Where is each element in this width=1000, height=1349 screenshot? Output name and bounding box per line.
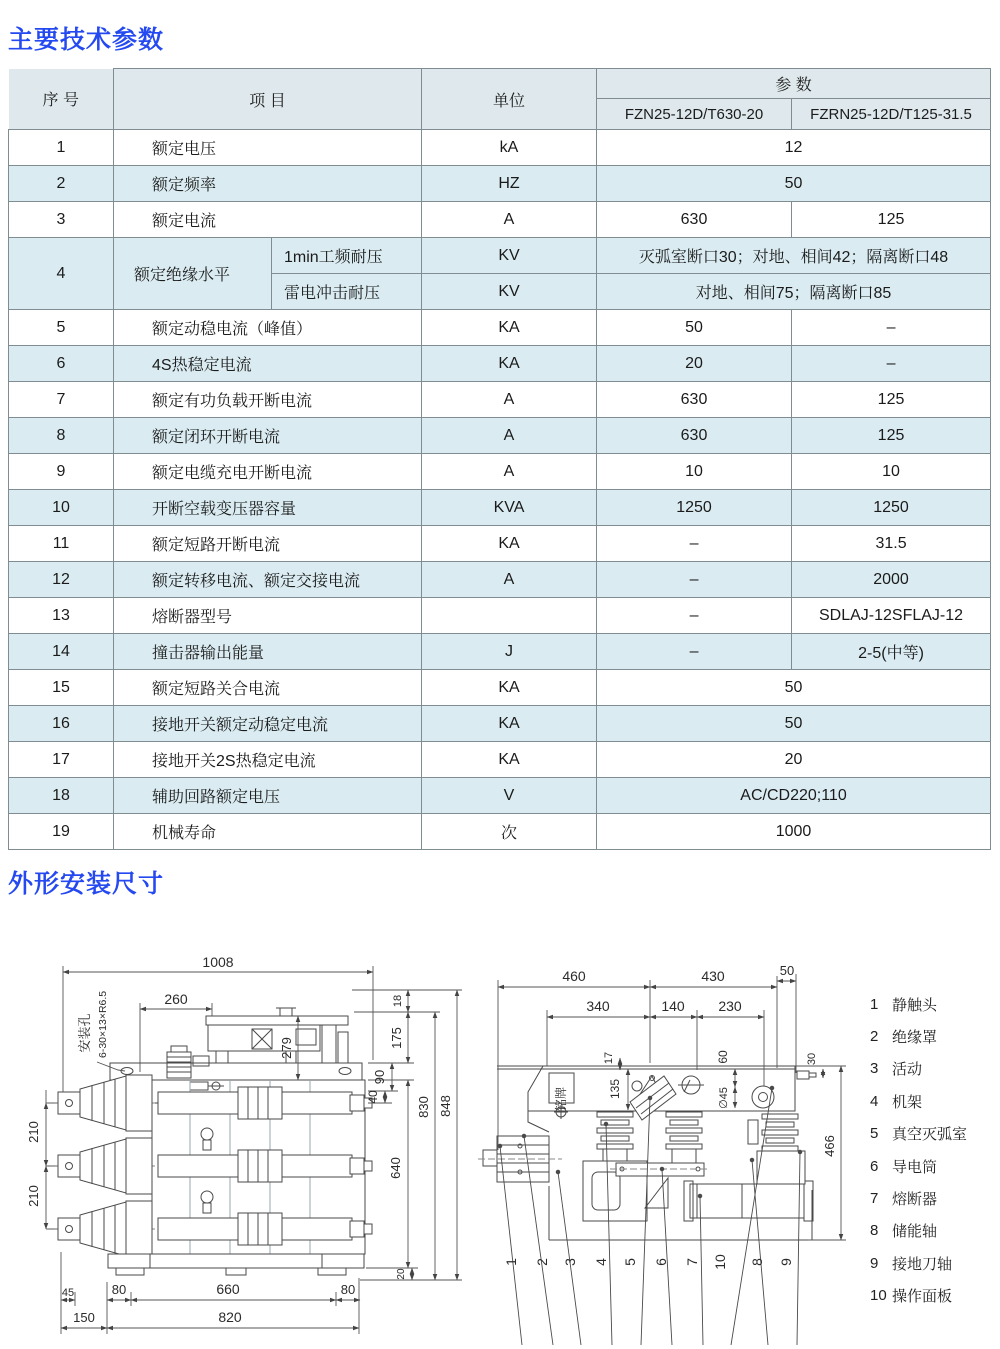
cell-no: 19	[9, 814, 114, 850]
dim-label: 17	[603, 1051, 615, 1065]
table-row	[9, 346, 991, 382]
callout-number: 7	[684, 1258, 700, 1266]
cell-value: –	[597, 634, 792, 670]
legend-item	[870, 1118, 967, 1150]
dim-label: 140	[661, 998, 685, 1014]
dim-label: 18	[392, 994, 404, 1008]
table-row	[9, 814, 991, 850]
table-row	[9, 742, 991, 778]
cell-value: 31.5	[792, 526, 991, 562]
cell-value: –	[792, 346, 991, 382]
legend-label: 操作面板	[892, 1288, 953, 1306]
table-row	[9, 526, 991, 562]
callout-number: 2	[534, 1258, 550, 1266]
cell-unit: A	[422, 202, 597, 238]
cell-value: 50	[597, 166, 991, 202]
header-params: 参 数	[597, 69, 991, 99]
cell-value: 20	[597, 742, 991, 778]
callout-number: 10	[712, 1254, 728, 1270]
legend-item	[870, 1247, 967, 1279]
cell-unit: A	[422, 418, 597, 454]
legend-item	[870, 1053, 967, 1085]
cell-no: 15	[9, 670, 114, 706]
cell-value: –	[597, 598, 792, 634]
cell-no: 7	[9, 382, 114, 418]
dim-label: ∅45	[718, 1087, 730, 1109]
table-row	[9, 202, 991, 238]
header-unit: 单位	[422, 69, 597, 130]
table-row	[9, 238, 991, 274]
section-title-outline-dimensions: 外形安装尺寸	[8, 870, 165, 898]
dim-label: 60	[716, 1050, 730, 1064]
cell-value: 灭弧室断口30；对地、相间42；隔离断口48	[597, 238, 991, 274]
dim-label: 30	[806, 1052, 818, 1066]
callout-number: 6	[653, 1258, 669, 1266]
cell-unit: KV	[422, 238, 597, 274]
section-title-main-parameters: 主要技术参数	[8, 26, 165, 54]
cell-item: 额定短路开断电流	[114, 526, 422, 562]
callout-number: 1	[503, 1258, 519, 1266]
cell-value: –	[792, 310, 991, 346]
table-row	[9, 418, 991, 454]
callout-number: 9	[778, 1258, 794, 1266]
cell-value: 2000	[792, 562, 991, 598]
cell-no: 10	[9, 490, 114, 526]
cell-value: 1250	[597, 490, 792, 526]
legend-number: 8	[870, 1222, 879, 1240]
cell-unit: A	[422, 562, 597, 598]
legend-item	[870, 1085, 967, 1117]
dim-label: 210	[26, 1121, 41, 1143]
legend-label: 熔断器	[892, 1191, 938, 1209]
mount-hole-spec: 6-30×13×R6.5	[97, 990, 109, 1058]
cell-unit: A	[422, 382, 597, 418]
cell-item: 额定绝缘水平	[114, 238, 272, 310]
cell-unit: KV	[422, 274, 597, 310]
dim-label: 640	[388, 1157, 403, 1179]
cell-value: 50	[597, 706, 991, 742]
legend-item	[870, 988, 967, 1020]
cell-value: 对地、相间75；隔离断口85	[597, 274, 991, 310]
cell-value: 2-5(中等)	[792, 634, 991, 670]
cell-item: 额定短路关合电流	[114, 670, 422, 706]
dim-label: 830	[416, 1096, 431, 1118]
cell-no: 11	[9, 526, 114, 562]
table-row	[9, 454, 991, 490]
cell-no: 12	[9, 562, 114, 598]
legend-number: 4	[870, 1092, 879, 1110]
cell-value: SDLAJ-12SFLAJ-12	[792, 598, 991, 634]
cell-unit: HZ	[422, 166, 597, 202]
cell-item: 额定电压	[114, 130, 422, 166]
cell-no: 8	[9, 418, 114, 454]
cell-value: 20	[597, 346, 792, 382]
dim-label: 135	[608, 1078, 622, 1100]
dim-label: 175	[389, 1027, 404, 1049]
legend-item	[870, 1150, 967, 1182]
cell-no: 3	[9, 202, 114, 238]
dim-label: 820	[218, 1309, 242, 1325]
cell-value: 630	[597, 202, 792, 238]
spec-table	[8, 68, 991, 850]
legend-number: 5	[870, 1125, 879, 1143]
cell-item: 额定电缆充电开断电流	[114, 454, 422, 490]
callout-number: 3	[562, 1258, 578, 1266]
dim-label: 210	[26, 1185, 41, 1207]
cell-unit: KA	[422, 310, 597, 346]
dim-label: 230	[718, 998, 742, 1014]
legend-label: 机架	[892, 1093, 923, 1111]
side-view-drawing	[478, 963, 846, 1345]
cell-value: 12	[597, 130, 991, 166]
legend-number: 7	[870, 1190, 879, 1208]
dim-label: 45	[61, 1287, 75, 1299]
cell-no: 13	[9, 598, 114, 634]
callout-number: 4	[593, 1258, 609, 1266]
cell-subitem: 雷电冲击耐压	[272, 274, 422, 310]
table-row	[9, 634, 991, 670]
front-view-drawing	[26, 954, 462, 1334]
cell-item: 开断空载变压器容量	[114, 490, 422, 526]
cell-value: 10	[597, 454, 792, 490]
cell-value: –	[597, 526, 792, 562]
table-row	[9, 166, 991, 202]
cell-no: 16	[9, 706, 114, 742]
cell-item: 额定频率	[114, 166, 422, 202]
table-row	[9, 706, 991, 742]
cell-value: –	[597, 562, 792, 598]
cell-no: 1	[9, 130, 114, 166]
table-row	[9, 490, 991, 526]
cell-value: 50	[597, 670, 991, 706]
cell-item: 额定有功负载开断电流	[114, 382, 422, 418]
cell-item: 机械寿命	[114, 814, 422, 850]
legend-label: 导电筒	[892, 1158, 938, 1176]
dim-label: 340	[586, 998, 610, 1014]
cell-item: 额定闭环开断电流	[114, 418, 422, 454]
cell-item: 接地开关2S热稳定电流	[114, 742, 422, 778]
legend-number: 2	[870, 1028, 879, 1046]
cell-no: 17	[9, 742, 114, 778]
dim-label: 430	[701, 968, 725, 984]
mount-hole-label: 安装孔	[77, 1013, 92, 1053]
legend-number: 1	[870, 995, 879, 1013]
cell-unit: KA	[422, 706, 597, 742]
cell-item: 额定电流	[114, 202, 422, 238]
header-no: 序 号	[9, 69, 114, 130]
legend-number: 10	[870, 1287, 887, 1305]
cell-no: 2	[9, 166, 114, 202]
cell-unit: kA	[422, 130, 597, 166]
dim-label: 848	[438, 1095, 453, 1117]
cell-item: 额定转移电流、额定交接电流	[114, 562, 422, 598]
cell-unit: A	[422, 454, 597, 490]
legend-item	[870, 1215, 967, 1247]
header-model2: FZRN25-12D/T125-31.5	[792, 99, 991, 130]
cell-value: AC/CD220;110	[597, 778, 991, 814]
cell-value: 630	[597, 418, 792, 454]
cell-item: 辅助回路额定电压	[114, 778, 422, 814]
cell-no: 4	[9, 238, 114, 310]
parts-legend	[870, 988, 967, 1312]
cell-no: 18	[9, 778, 114, 814]
table-row	[9, 778, 991, 814]
dim-label: 150	[73, 1310, 95, 1325]
cell-unit: KA	[422, 526, 597, 562]
legend-label: 接地刀轴	[892, 1255, 953, 1273]
cell-value: 125	[792, 382, 991, 418]
dim-label: 466	[822, 1135, 837, 1157]
table-row	[9, 562, 991, 598]
legend-item	[870, 1020, 967, 1052]
cell-value: 50	[597, 310, 792, 346]
table-row	[9, 130, 991, 166]
dim-label: 260	[164, 991, 188, 1007]
header-item: 项 目	[114, 69, 422, 130]
table-row	[9, 310, 991, 346]
cell-value: 630	[597, 382, 792, 418]
callout-number: 8	[749, 1258, 765, 1266]
cell-subitem: 1min工频耐压	[272, 238, 422, 274]
cell-item: 接地开关额定动稳定电流	[114, 706, 422, 742]
legend-number: 9	[870, 1254, 879, 1272]
cell-value: 125	[792, 202, 991, 238]
legend-label: 活动	[892, 1061, 923, 1079]
legend-number: 3	[870, 1060, 879, 1078]
cell-item: 撞击器输出能量	[114, 634, 422, 670]
dim-label: 20	[396, 1268, 407, 1280]
table-header-row	[9, 69, 991, 99]
cell-unit: KA	[422, 742, 597, 778]
cell-unit: V	[422, 778, 597, 814]
table-row	[9, 670, 991, 706]
cell-no: 5	[9, 310, 114, 346]
cell-value: 1250	[792, 490, 991, 526]
dim-label: 50	[779, 963, 795, 978]
cell-no: 14	[9, 634, 114, 670]
dim-label: 660	[216, 1281, 240, 1297]
cell-unit	[422, 598, 597, 634]
dim-label: 460	[562, 968, 586, 984]
legend-label: 储能轴	[892, 1223, 938, 1241]
cell-item: 4S热稳定电流	[114, 346, 422, 382]
cell-unit: J	[422, 634, 597, 670]
technical-drawings	[0, 930, 1000, 1349]
legend-item	[870, 1280, 967, 1312]
cell-unit: 次	[422, 814, 597, 850]
header-model1: FZN25-12D/T630-20	[597, 99, 792, 130]
dim-label: 279	[279, 1037, 294, 1059]
cell-unit: KA	[422, 346, 597, 382]
legend-item	[870, 1182, 967, 1214]
cell-unit: KVA	[422, 490, 597, 526]
cell-no: 9	[9, 454, 114, 490]
table-row	[9, 382, 991, 418]
dim-label: 80	[111, 1282, 127, 1297]
callout-number: 5	[622, 1258, 638, 1266]
cell-no: 6	[9, 346, 114, 382]
cell-value: 10	[792, 454, 991, 490]
dim-label: 1008	[202, 954, 234, 970]
legend-label: 真空灭弧室	[892, 1126, 968, 1144]
dim-label: 90	[372, 1069, 387, 1085]
legend-label: 绝缘罩	[892, 1029, 938, 1047]
legend-label: 静触头	[892, 996, 938, 1014]
legend-number: 6	[870, 1157, 879, 1175]
cell-item: 熔断器型号	[114, 598, 422, 634]
dim-label: 80	[340, 1282, 356, 1297]
cell-value: 1000	[597, 814, 991, 850]
cell-unit: KA	[422, 670, 597, 706]
cell-value: 125	[792, 418, 991, 454]
nameplate-label: 铭牌	[554, 1086, 568, 1112]
cell-item: 额定动稳电流（峰值）	[114, 310, 422, 346]
dim-label: 40	[366, 1090, 380, 1104]
table-row	[9, 598, 991, 634]
